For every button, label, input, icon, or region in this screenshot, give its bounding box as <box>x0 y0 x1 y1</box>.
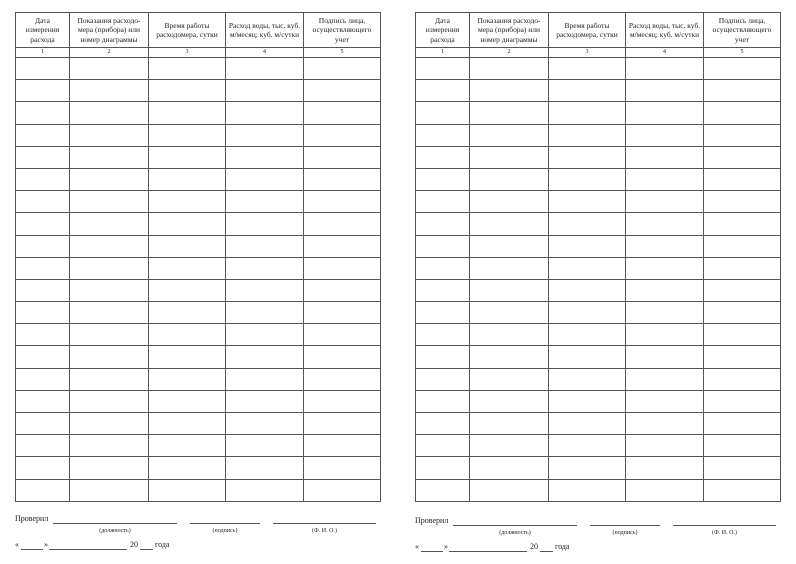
table-cell[interactable] <box>416 124 470 146</box>
table-cell[interactable] <box>70 257 149 279</box>
table-cell[interactable] <box>226 435 304 457</box>
close-quote: » <box>444 542 448 551</box>
table-cell[interactable] <box>416 457 470 479</box>
table-cell[interactable] <box>549 58 626 80</box>
table-cell[interactable] <box>304 302 381 324</box>
table-cell[interactable] <box>70 279 149 301</box>
year-field[interactable] <box>140 540 153 550</box>
table-row <box>416 235 781 257</box>
column-number-row <box>416 48 781 58</box>
table-cell[interactable] <box>70 435 149 457</box>
table-cell[interactable] <box>149 390 226 412</box>
month-field[interactable] <box>449 542 527 552</box>
table-cell[interactable] <box>416 390 470 412</box>
table-cell[interactable] <box>549 413 626 435</box>
table-cell[interactable] <box>149 235 226 257</box>
position-field[interactable] <box>453 516 577 526</box>
table-cell[interactable] <box>149 435 226 457</box>
table-cell[interactable] <box>626 146 704 168</box>
table-cell[interactable] <box>149 457 226 479</box>
table-cell[interactable] <box>304 80 381 102</box>
column-number: 1 <box>416 48 470 58</box>
table-row <box>416 146 781 168</box>
table-cell[interactable] <box>16 279 70 301</box>
table-cell[interactable] <box>549 302 626 324</box>
table-cell[interactable] <box>70 368 149 390</box>
table-cell[interactable] <box>470 279 549 301</box>
table-row <box>416 168 781 190</box>
table-cell[interactable] <box>626 390 704 412</box>
table-row <box>416 302 781 324</box>
table-cell[interactable] <box>70 124 149 146</box>
table-row <box>16 235 381 257</box>
table-cell[interactable] <box>70 479 149 501</box>
table-row <box>16 80 381 102</box>
column-number: 1 <box>16 48 70 58</box>
table-row <box>416 435 781 457</box>
table-cell[interactable] <box>149 324 226 346</box>
table-cell[interactable] <box>304 413 381 435</box>
table-cell[interactable] <box>549 324 626 346</box>
table-cell[interactable] <box>149 213 226 235</box>
column-number-row <box>16 48 381 58</box>
table-row <box>416 80 781 102</box>
table-cell[interactable] <box>549 235 626 257</box>
table-cell[interactable] <box>704 168 781 190</box>
column-number: 3 <box>549 48 626 58</box>
table-cell[interactable] <box>416 479 470 501</box>
table-cell[interactable] <box>549 279 626 301</box>
position-caption: (должность) <box>499 530 531 536</box>
table-cell[interactable] <box>416 235 470 257</box>
checked-by-label: Проверил <box>15 514 49 523</box>
flow-log-table <box>415 12 781 502</box>
table-cell[interactable] <box>149 368 226 390</box>
table-cell[interactable] <box>704 457 781 479</box>
table-cell[interactable] <box>470 435 549 457</box>
table-cell[interactable] <box>470 346 549 368</box>
table-cell[interactable] <box>304 102 381 124</box>
table-cell[interactable] <box>704 191 781 213</box>
table-cell[interactable] <box>70 191 149 213</box>
table-cell[interactable] <box>149 279 226 301</box>
table-cell[interactable] <box>470 213 549 235</box>
table-row <box>416 213 781 235</box>
table-cell[interactable] <box>149 102 226 124</box>
column-number: 4 <box>626 48 704 58</box>
table-cell[interactable] <box>16 435 70 457</box>
table-cell[interactable] <box>304 191 381 213</box>
table-cell[interactable] <box>16 457 70 479</box>
table-cell[interactable] <box>470 191 549 213</box>
table-row <box>16 479 381 501</box>
header-row <box>16 13 381 48</box>
day-field[interactable] <box>421 542 443 552</box>
left-page <box>15 12 380 549</box>
table-cell[interactable] <box>470 479 549 501</box>
table-cell[interactable] <box>226 235 304 257</box>
table-cell[interactable] <box>416 191 470 213</box>
table-cell[interactable] <box>149 191 226 213</box>
table-cell[interactable] <box>16 146 70 168</box>
table-cell[interactable] <box>470 235 549 257</box>
table-cell[interactable] <box>226 390 304 412</box>
table-row <box>416 58 781 80</box>
table-cell[interactable] <box>149 80 226 102</box>
header-date: Дата измерения расхода <box>416 13 470 48</box>
year-field[interactable] <box>540 542 553 552</box>
header-operating-time: Время работы расходомера, сутки <box>549 13 626 48</box>
table-row <box>16 102 381 124</box>
header-operating-time: Время работы расходомера, сутки <box>149 13 226 48</box>
table-cell[interactable] <box>16 413 70 435</box>
table-row <box>16 324 381 346</box>
table-cell[interactable] <box>704 80 781 102</box>
position-caption: (должность) <box>99 528 131 534</box>
name-field[interactable] <box>273 514 376 524</box>
table-cell[interactable] <box>70 413 149 435</box>
table-cell[interactable] <box>226 80 304 102</box>
table-row <box>16 390 381 412</box>
table-row <box>416 191 781 213</box>
table-cell[interactable] <box>416 346 470 368</box>
table-row <box>16 213 381 235</box>
table-cell[interactable] <box>704 257 781 279</box>
signature-caption: (подпись) <box>612 530 638 536</box>
table-cell[interactable] <box>549 80 626 102</box>
table-cell[interactable] <box>416 257 470 279</box>
table-body <box>416 58 781 502</box>
table-row <box>16 457 381 479</box>
month-field[interactable] <box>49 540 127 550</box>
day-field[interactable] <box>21 540 43 550</box>
checked-by-label: Проверил <box>415 516 449 525</box>
table-cell[interactable] <box>549 191 626 213</box>
table-cell[interactable] <box>549 257 626 279</box>
table-cell[interactable] <box>549 457 626 479</box>
table-row <box>416 257 781 279</box>
table-cell[interactable] <box>626 257 704 279</box>
table-cell[interactable] <box>149 124 226 146</box>
table-cell[interactable] <box>70 457 149 479</box>
table-row <box>16 168 381 190</box>
table-cell[interactable] <box>16 479 70 501</box>
table-cell[interactable] <box>626 302 704 324</box>
table-cell[interactable] <box>549 168 626 190</box>
table-row <box>16 58 381 80</box>
table-cell[interactable] <box>304 435 381 457</box>
table-cell[interactable] <box>470 324 549 346</box>
table-row <box>416 324 781 346</box>
table-row <box>16 302 381 324</box>
table-cell[interactable] <box>704 124 781 146</box>
table-cell[interactable] <box>16 324 70 346</box>
table-row <box>16 413 381 435</box>
header-signature: Подпись лица, осуществляющего учет <box>304 13 381 48</box>
table-cell[interactable] <box>226 368 304 390</box>
table-cell[interactable] <box>626 235 704 257</box>
table-row <box>16 124 381 146</box>
table-cell[interactable] <box>70 324 149 346</box>
table-row <box>16 146 381 168</box>
table-cell[interactable] <box>16 168 70 190</box>
table-cell[interactable] <box>549 368 626 390</box>
table-cell[interactable] <box>549 102 626 124</box>
table-cell[interactable] <box>16 124 70 146</box>
table-cell[interactable] <box>704 413 781 435</box>
table-cell[interactable] <box>16 80 70 102</box>
header-meter-reading: Показания расходо-мера (прибора) или номер диаграммы <box>70 13 149 48</box>
table-cell[interactable] <box>626 368 704 390</box>
table-cell[interactable] <box>70 80 149 102</box>
table-row <box>416 368 781 390</box>
table-cell[interactable] <box>626 102 704 124</box>
table-cell[interactable] <box>70 235 149 257</box>
right-page <box>415 12 780 551</box>
table-cell[interactable] <box>704 435 781 457</box>
header-date: Дата измерения расхода <box>16 13 70 48</box>
table-cell[interactable] <box>16 58 70 80</box>
table-cell[interactable] <box>704 302 781 324</box>
table-cell[interactable] <box>16 191 70 213</box>
table-cell[interactable] <box>304 213 381 235</box>
table-row <box>16 346 381 368</box>
table-cell[interactable] <box>470 146 549 168</box>
table-cell[interactable] <box>226 279 304 301</box>
table-cell[interactable] <box>226 346 304 368</box>
header-water-flow: Расход воды, тыс. куб. м/месяц; куб. м/сутки <box>226 13 304 48</box>
table-cell[interactable] <box>70 58 149 80</box>
table-cell[interactable] <box>149 413 226 435</box>
table-cell[interactable] <box>304 235 381 257</box>
table-cell[interactable] <box>626 191 704 213</box>
table-cell[interactable] <box>626 479 704 501</box>
table-cell[interactable] <box>226 457 304 479</box>
table-cell[interactable] <box>226 213 304 235</box>
table-cell[interactable] <box>470 168 549 190</box>
header-meter-reading: Показания расходо-мера (прибора) или номер диаграммы <box>470 13 549 48</box>
table-cell[interactable] <box>626 346 704 368</box>
table-cell[interactable] <box>304 368 381 390</box>
name-field[interactable] <box>673 516 776 526</box>
column-number: 2 <box>70 48 149 58</box>
position-field[interactable] <box>53 514 177 524</box>
table-cell[interactable] <box>549 346 626 368</box>
table-cell[interactable] <box>70 346 149 368</box>
table-cell[interactable] <box>149 302 226 324</box>
table-cell[interactable] <box>304 390 381 412</box>
table-cell[interactable] <box>416 146 470 168</box>
table-cell[interactable] <box>70 168 149 190</box>
table-cell[interactable] <box>226 302 304 324</box>
table-cell[interactable] <box>16 390 70 412</box>
table-cell[interactable] <box>416 168 470 190</box>
table-cell[interactable] <box>416 368 470 390</box>
table-cell[interactable] <box>704 346 781 368</box>
table-row <box>416 413 781 435</box>
table-cell[interactable] <box>704 213 781 235</box>
table-row <box>16 279 381 301</box>
table-cell[interactable] <box>470 368 549 390</box>
table-cell[interactable] <box>226 324 304 346</box>
signature-field[interactable] <box>190 514 260 524</box>
table-cell[interactable] <box>549 213 626 235</box>
header-signature: Подпись лица, осуществляющего учет <box>704 13 781 48</box>
table-row <box>416 124 781 146</box>
table-cell[interactable] <box>470 80 549 102</box>
table-cell[interactable] <box>704 390 781 412</box>
name-caption: (Ф. И. О.) <box>712 530 737 536</box>
open-quote: « <box>415 542 419 551</box>
table-cell[interactable] <box>626 58 704 80</box>
table-cell[interactable] <box>416 58 470 80</box>
table-cell[interactable] <box>416 102 470 124</box>
close-quote: » <box>44 540 48 549</box>
table-cell[interactable] <box>416 435 470 457</box>
header-row <box>416 13 781 48</box>
signature-field[interactable] <box>590 516 660 526</box>
table-cell[interactable] <box>549 390 626 412</box>
table-cell[interactable] <box>626 213 704 235</box>
name-caption: (Ф. И. О.) <box>312 528 337 534</box>
table-cell[interactable] <box>226 124 304 146</box>
table-cell[interactable] <box>304 257 381 279</box>
flow-log-table <box>15 12 381 502</box>
table-cell[interactable] <box>704 102 781 124</box>
table-cell[interactable] <box>304 279 381 301</box>
table-cell[interactable] <box>704 324 781 346</box>
table-row <box>16 257 381 279</box>
table-cell[interactable] <box>226 191 304 213</box>
table-cell[interactable] <box>704 146 781 168</box>
table-row <box>416 390 781 412</box>
table-cell[interactable] <box>704 58 781 80</box>
table-cell[interactable] <box>416 213 470 235</box>
column-number: 3 <box>149 48 226 58</box>
table-cell[interactable] <box>70 302 149 324</box>
table-row <box>16 191 381 213</box>
table-cell[interactable] <box>16 235 70 257</box>
table-cell[interactable] <box>16 368 70 390</box>
year-prefix: 20 <box>530 542 538 551</box>
table-cell[interactable] <box>626 457 704 479</box>
table-cell[interactable] <box>226 146 304 168</box>
table-cell[interactable] <box>304 457 381 479</box>
table-cell[interactable] <box>416 80 470 102</box>
table-cell[interactable] <box>626 435 704 457</box>
table-row <box>416 279 781 301</box>
table-cell[interactable] <box>304 146 381 168</box>
table-cell[interactable] <box>470 257 549 279</box>
table-cell[interactable] <box>70 213 149 235</box>
table-cell[interactable] <box>470 390 549 412</box>
column-number: 5 <box>704 48 781 58</box>
table-cell[interactable] <box>704 235 781 257</box>
table-cell[interactable] <box>70 390 149 412</box>
table-cell[interactable] <box>304 479 381 501</box>
table-cell[interactable] <box>226 257 304 279</box>
table-cell[interactable] <box>416 302 470 324</box>
table-cell[interactable] <box>226 413 304 435</box>
table-cell[interactable] <box>226 479 304 501</box>
table-cell[interactable] <box>304 324 381 346</box>
table-cell[interactable] <box>549 124 626 146</box>
table-cell[interactable] <box>626 80 704 102</box>
table-cell[interactable] <box>626 324 704 346</box>
header-water-flow: Расход воды, тыс. куб. м/месяц; куб. м/сутки <box>626 13 704 48</box>
table-cell[interactable] <box>226 168 304 190</box>
open-quote: « <box>15 540 19 549</box>
table-cell[interactable] <box>149 58 226 80</box>
table-cell[interactable] <box>549 435 626 457</box>
table-cell[interactable] <box>226 58 304 80</box>
table-cell[interactable] <box>470 124 549 146</box>
table-cell[interactable] <box>16 346 70 368</box>
table-cell[interactable] <box>304 168 381 190</box>
table-cell[interactable] <box>70 102 149 124</box>
table-cell[interactable] <box>470 413 549 435</box>
table-row <box>416 102 781 124</box>
table-cell[interactable] <box>626 124 704 146</box>
table-cell[interactable] <box>70 146 149 168</box>
signature-caption: (подпись) <box>212 528 238 534</box>
table-cell[interactable] <box>16 257 70 279</box>
table-row <box>416 346 781 368</box>
table-cell[interactable] <box>416 413 470 435</box>
table-row <box>416 457 781 479</box>
table-cell[interactable] <box>549 479 626 501</box>
table-body <box>16 58 381 502</box>
column-number: 5 <box>304 48 381 58</box>
table-cell[interactable] <box>149 257 226 279</box>
table-cell[interactable] <box>704 479 781 501</box>
table-cell[interactable] <box>704 368 781 390</box>
table-cell[interactable] <box>626 413 704 435</box>
table-cell[interactable] <box>149 479 226 501</box>
table-cell[interactable] <box>149 146 226 168</box>
year-prefix: 20 <box>130 540 138 549</box>
column-number: 2 <box>470 48 549 58</box>
table-cell[interactable] <box>470 58 549 80</box>
table-cell[interactable] <box>16 302 70 324</box>
table-cell[interactable] <box>470 302 549 324</box>
table-cell[interactable] <box>416 324 470 346</box>
year-suffix: года <box>555 542 570 551</box>
column-number: 4 <box>226 48 304 58</box>
table-cell[interactable] <box>304 58 381 80</box>
table-cell[interactable] <box>149 346 226 368</box>
table-cell[interactable] <box>549 146 626 168</box>
table-cell[interactable] <box>416 279 470 301</box>
table-cell[interactable] <box>470 457 549 479</box>
year-suffix: года <box>155 540 170 549</box>
table-row <box>16 435 381 457</box>
table-cell[interactable] <box>626 168 704 190</box>
table-row <box>416 479 781 501</box>
table-cell[interactable] <box>16 213 70 235</box>
table-cell[interactable] <box>704 279 781 301</box>
table-cell[interactable] <box>226 102 304 124</box>
table-cell[interactable] <box>149 168 226 190</box>
table-cell[interactable] <box>16 102 70 124</box>
table-cell[interactable] <box>470 102 549 124</box>
table-cell[interactable] <box>304 124 381 146</box>
table-row <box>16 368 381 390</box>
table-cell[interactable] <box>304 346 381 368</box>
table-cell[interactable] <box>626 279 704 301</box>
